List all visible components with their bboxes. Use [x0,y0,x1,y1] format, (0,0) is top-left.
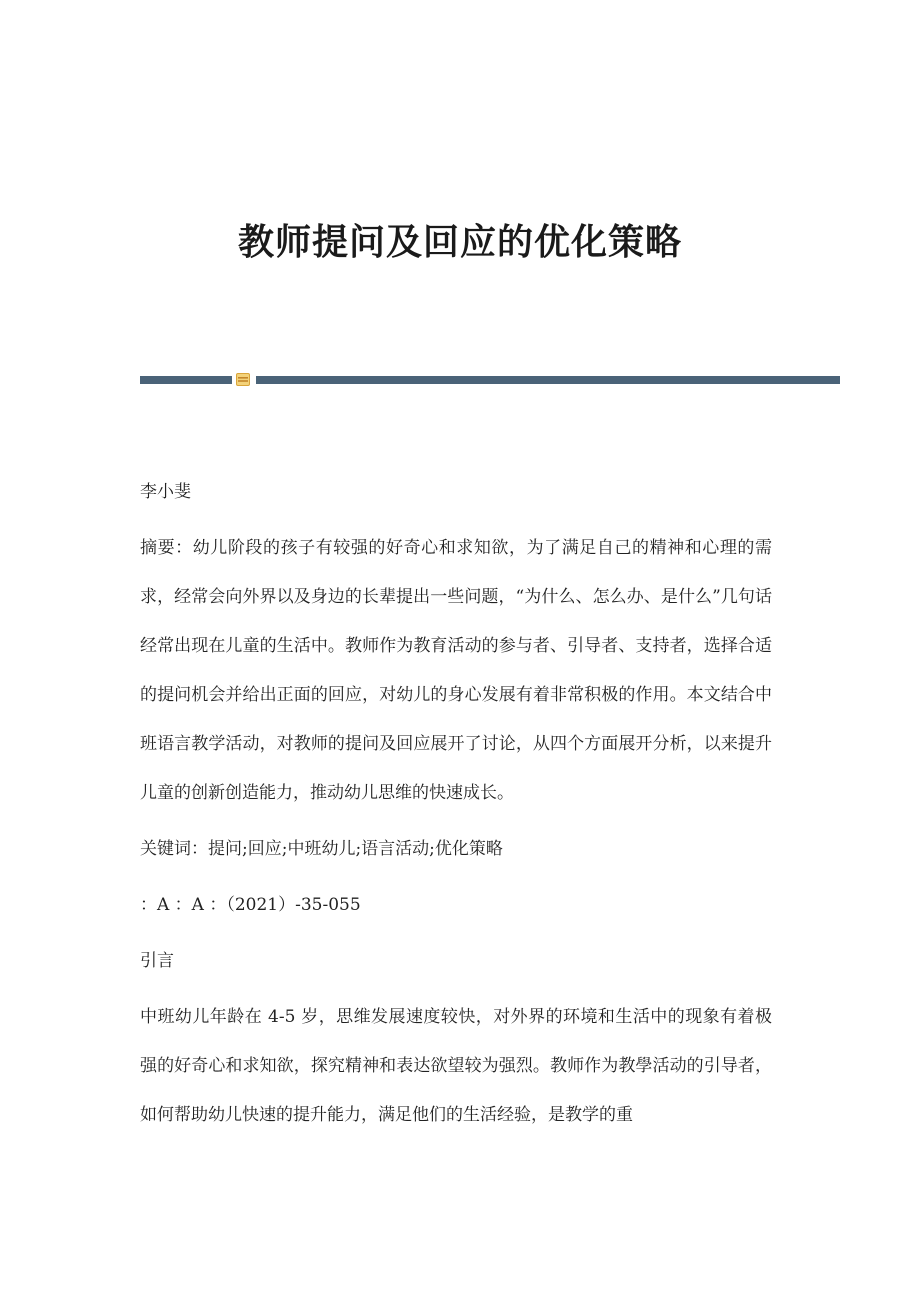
intro-paragraph: 中班幼儿年龄在 4-5 岁，思维发展速度较快，对外界的环境和生活中的现象有着极强的好奇心和求知欲，探究精神和表达欲望较为强烈。教师作为教學活动的引导者，如何帮助幼儿快速的提升能力，满足他们的生活经验，是教学的重 [140,1007,772,1125]
classification-line: ：A ：A ：（2021）-35-055 [140,895,361,915]
keywords-label: 关键词： [140,839,208,859]
title-divider [140,372,840,388]
abstract-label: 摘要： [140,538,193,558]
author-name: 李小斐 [140,482,191,502]
keywords-paragraph [140,825,772,874]
keywords-text: 提问;回应;中班幼儿;语言活动;优化策略 [208,839,503,859]
section-heading: 引言 [140,951,174,971]
divider-bar-left [140,376,232,384]
divider-bar-right [256,376,840,384]
document-title: 教师提问及回应的优化策略 [237,221,682,263]
abstract-text: 幼儿阶段的孩子有较强的好奇心和求知欲，为了满足自己的精神和心理的需求，经常会向外界以及身边的长辈提出一些问题，“为什么、怎么办、是什么”几句话经常出现在儿童的生活中。教师作为教育活动的参与者、引导者、支持者，选择合适的提问机会并给出正面的回应，对幼儿的身心发展有着非常积极的作用。本文结合中班语言教学活动，对教师的提问及回应展开了讨论，从四个方面展开分析，以来提升儿童的创新创造能力，推动幼儿思维的快速成长。 [140,538,773,803]
abstract-paragraph [140,524,772,818]
document-body [140,468,772,1140]
divider-emblem-icon [236,373,250,386]
